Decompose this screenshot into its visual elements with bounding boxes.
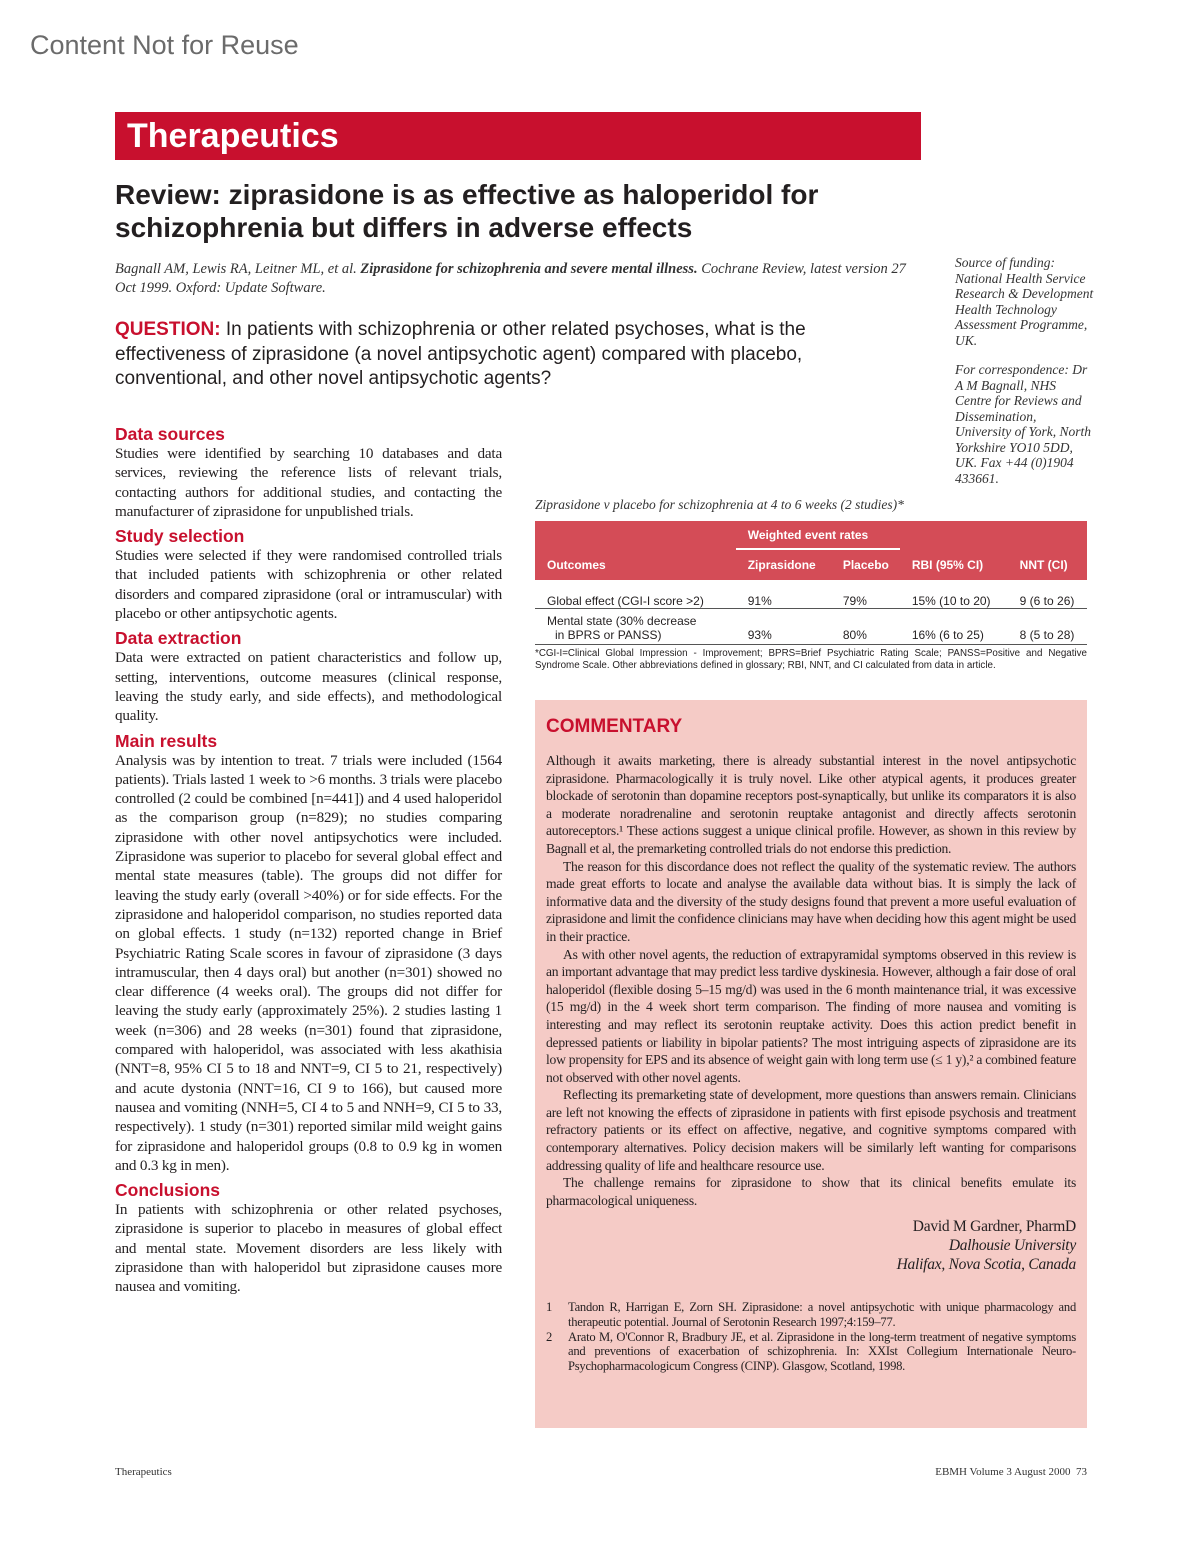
question-label: QUESTION: bbox=[115, 319, 221, 340]
text-data-sources: Studies were identified by searching 10 databases and data services, reviewing the reference lists of relevant trials, contacting authors for additional studies, and contacting the manufacturer of ziprasidone for unpublished trials. bbox=[115, 445, 502, 520]
table-row: Global effect (CGI-I score >2) 91% 79% 15% (10 to 20) 9 (6 to 26) bbox=[535, 580, 1087, 608]
heading-main-results: Main results bbox=[115, 730, 218, 751]
footer-section: Therapeutics bbox=[115, 1466, 172, 1478]
col-placebo: Placebo bbox=[831, 549, 900, 580]
article-title: Review: ziprasidone is as effective as haloperidol for schizophrenia but differs in adverse effects bbox=[115, 179, 819, 243]
question bbox=[115, 318, 895, 392]
commentary-box bbox=[535, 700, 1087, 1428]
commentary-paragraph: As with other novel agents, the reduction of extrapyramidal symptoms observed in this review is an important advantage that may predict less tardive dyskinesia. However, although a fair dose of oral haloperidol (flexible dosing 5–15 mg/d) was used in the 6 month maintenance trial, it was excessive (15 mg/d) in the 4 week short term comparison. The finding of more nausea and vomiting is interesting and may reflect its serotonin reuptake activity. Does this action predict benefit in depressed patients or liability in bipolar patients? The most intriguing aspects of ziprasidone are its low propensity for EPS and its absence of weight gain with long term use (≤ 1 y),² a combined feature not observed with other novel agents. bbox=[546, 946, 1076, 1085]
col-rbi: RBI (95% CI) bbox=[900, 549, 1008, 580]
author-name: David M Gardner, PharmD bbox=[912, 1218, 1076, 1236]
commentary-paragraph: The challenge remains for ziprasidone to show that its clinical benefits emulate its pharmacological uniqueness. bbox=[546, 1175, 1076, 1208]
reference-item: 2 Arato M, O'Connor R, Bradbury JE, et al. Ziprasidone in the long-term treatment of negative symptoms and preventions of exacerbation of schizophrenia. In: XXIst Collegium Internationale Neuro-Psychopharmacologicum Congress (CINP). Glasgow, Scotland, 1998. bbox=[546, 1329, 1076, 1373]
results-table bbox=[535, 521, 1087, 645]
sidebar-notes bbox=[955, 255, 1095, 500]
table-caption: Ziprasidone v placebo for schizophrenia at 4 to 6 weeks (2 studies)* bbox=[535, 497, 904, 512]
question-text: In patients with schizophrenia or other related psychoses, what is the effectiveness of ziprasidone (a novel antipsychotic agent) compared with placebo, conventional, and other novel antipsychotic agents? bbox=[115, 319, 806, 389]
citation-authors: Bagnall AM, Lewis RA, Leitner ML, et al. bbox=[115, 261, 357, 277]
section-title: Therapeutics bbox=[127, 117, 339, 155]
section-banner bbox=[115, 112, 921, 160]
citation bbox=[115, 260, 915, 298]
footer-journal: EBMH Volume 3 August 2000 73 bbox=[935, 1466, 1087, 1478]
watermark: Content Not for Reuse bbox=[30, 30, 299, 60]
commentary-heading: COMMENTARY bbox=[546, 716, 683, 737]
reference-item: 1 Tandon R, Harrigan E, Zorn SH. Ziprasidone: a novel antipsychotic with unique pharmacology and therapeutic potential. Journal of Serotonin Research 1997;4:159–77. bbox=[546, 1300, 1076, 1330]
text-data-extraction: Data were extracted on patient characteristics and follow up, setting, interventions, outcome measures (clinical response, leaving the study early, and side effects), and methodological quality. bbox=[115, 649, 502, 725]
correspondence-note: For correspondence: Dr A M Bagnall, NHS Centre for Reviews and Dissemination, University of York, North Yorkshire YO10 5DD, UK. Fax +44 (0)1904 433661. bbox=[955, 362, 1092, 486]
author-affiliation: Dalhousie University bbox=[948, 1237, 1076, 1255]
group-header: Weighted event rates bbox=[736, 521, 900, 549]
heading-study-selection: Study selection bbox=[115, 526, 245, 547]
text-study-selection: Studies were selected if they were randomised controlled trials that included patients with schizophrenia or other related disorders and compared ziprasidone (oral or intramuscular) with placebo or other antipsychotic agents. bbox=[115, 547, 502, 623]
commentary-paragraph: Reflecting its premarketing state of development, more questions than answers remain. Clinicians are left not knowing the effects of ziprasidone in patients with first episode psychosis and treatment refractory patients or its effect on affective, negative, and cognitive symptoms compared with contemporary alternatives. Policy decision makers will be similarly left wanting for comparisons addressing quality of life and healthcare resource use. bbox=[546, 1087, 1076, 1173]
signature bbox=[546, 1217, 1076, 1274]
table-footnote: *CGI-I=Clinical Global Impression - Improvement; BPRS=Brief Psychiatric Rating Scale; PANSS=Positive and Negative Syndrome Scale. Other abbreviations defined in glossary; RBI, NNT, and CI calculated from data in article. bbox=[535, 648, 1087, 671]
heading-data-sources: Data sources bbox=[115, 424, 225, 444]
funding-note: Source of funding: National Health Service Research & Development Health Technology Assessment Programme, UK. bbox=[955, 255, 1094, 348]
citation-article: Ziprasidone for schizophrenia and severe mental illness. bbox=[360, 261, 698, 277]
commentary-paragraph: Although it awaits marketing, there is already substantial interest in the novel antipsychotic ziprasidone. Pharmacologically it is truly novel. Like other atypical agents, it produces greater blockade of serotonin than dopamine receptors post-synaptically, but unlike its comparators it is also a moderate noradrenaline and serotonin reuptake antagonist and directly affects serotonin autoreceptors.¹ These actions suggest a unique clinical profile. However, as shown in this review by Bagnall et al, the premarketing controlled trials do not endorse this prediction. bbox=[546, 753, 1076, 856]
citation-source: Cochrane Review, latest version 27 Oct 1999. Oxford: Update Software. bbox=[115, 261, 906, 296]
references bbox=[546, 1300, 1076, 1373]
heading-conclusions: Conclusions bbox=[115, 1180, 221, 1201]
col-nnt: NNT (CI) bbox=[1008, 549, 1087, 580]
text-main-results: Analysis was by intention to treat. 7 trials were included (1564 patients). Trials lasted 1 week to >6 months. 3 trials were placebo controlled (2 could be combined [n=441]) and 4 used haloperidol as the comparison group (n=829); no studies comparing ziprasidone with other novel antipsychotics were included. Ziprasidone was superior to placebo for several global effect and mental state measures (table). The groups did not differ for leaving the study early (overall >40%) or for side effects. For the ziprasidone and haloperidol comparison, no studies reported data on global effects. 1 study (n=132) reported change in Brief Psychiatric Rating Scale scores in favour of ziprasidone (3 days intramuscular, then 4 days oral) but another (n=301) showed no clear difference (4 weeks oral). The groups did not differ for leaving the study early (approximately 25%). 2 studies lasting 1 week (n=306) and 28 weeks (n=301) found that ziprasidone, compared with haloperidol, was associated with less akathisia (NNT=8, 95% CI 5 to 18 and NNT=9, CI 5 to 21, respectively) and acute dystonia (NNT=16, CI 9 to 166), but caused more nausea and vomiting (NNH=5, CI 4 to 5 and NNH=9, CI 5 to 33, respectively). 1 study (n=301) reported similar mild weight gains for ziprasidone and haloperidol groups (0.8 to 0.9 kg in women and 0.3 kg in men). bbox=[115, 751, 502, 1174]
abstract-column bbox=[115, 424, 502, 1302]
table-row: Mental state (30% decrease in BPRS or PANSS) 93% 80% 16% (6 to 25) 8 (5 to 28) bbox=[535, 608, 1087, 644]
author-location: Halifax, Nova Scotia, Canada bbox=[896, 1256, 1076, 1274]
heading-data-extraction: Data extraction bbox=[115, 628, 242, 649]
text-conclusions: In patients with schizophrenia or other related psychoses, ziprasidone is superior to placebo in measures of global effect and mental state. Movement disorders are less likely with ziprasidone than with haloperidol but ziprasidone causes more nausea and vomiting. bbox=[115, 1201, 502, 1296]
col-ziprasidone: Ziprasidone bbox=[736, 549, 831, 580]
col-outcomes: Outcomes bbox=[535, 549, 736, 580]
commentary-paragraph: The reason for this discordance does not reflect the quality of the systematic review. The authors made great efforts to locate and analyse the available data without bias. It is simply the lack of informative data and the diversity of the study designs found that prevent a more useful evaluation of ziprasidone and limit the confidence clinicians may have when deciding how this agent might be used in their practice. bbox=[546, 858, 1076, 944]
